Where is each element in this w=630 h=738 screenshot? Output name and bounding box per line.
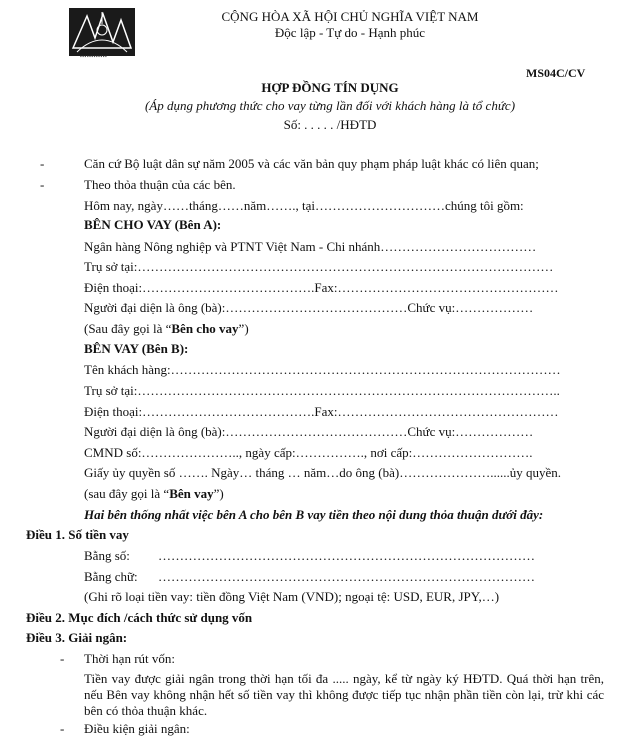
form-code: MS04C/CV (526, 66, 586, 80)
logo-caption: ▪▪▪▪▪▪▪▪▪▪▪▪ (80, 55, 108, 60)
currency-note: (Ghi rõ loại tiền vay: tiền đồng Việt Nam (VND); ngoại tệ: USD, EUR, JPY,…) (84, 589, 500, 604)
lender-address-line: Trụ sở tại:…………………………………………………………………………………… (84, 259, 554, 274)
lender-heading: BÊN CHO VAY (Bên A): (84, 217, 222, 232)
lender-alias-suffix: ”) (238, 321, 249, 336)
agribank-logo-icon (69, 8, 135, 56)
disbursement-conditions-label: Điều kiện giải ngân: (84, 721, 190, 736)
article-2-heading: Điều 2. Mục đích /cách thức sử dụng vốn (26, 610, 253, 625)
bullet-dash: - (60, 651, 65, 666)
bullet-dash: - (60, 721, 65, 736)
amount-number-label: Bằng số: (84, 548, 130, 563)
agreement-intro: Hai bên thống nhất việc bên A cho bên B vay tiền theo nội dung thỏa thuận dưới đây: (84, 507, 544, 522)
borrower-alias-prefix: (sau đây gọi là “ (84, 486, 170, 501)
lender-alias-name: Bên cho vay (171, 321, 239, 336)
national-title: CỘNG HÒA XÃ HỘI CHỦ NGHĨA VIỆT NAM (221, 9, 479, 24)
borrower-heading: BÊN VAY (Bên B): (84, 341, 189, 356)
borrower-alias-line (84, 486, 224, 502)
borrower-alias-name: Bên vay (169, 486, 214, 501)
agreement-basis-line: Theo thỏa thuận của các bên. (84, 177, 236, 192)
article-1-heading: Điều 1. Số tiền vay (26, 527, 129, 542)
bullet-dash: - (40, 177, 45, 192)
amount-number-blank: …………………………………………………………………………… (158, 548, 535, 563)
article-3-heading: Điều 3. Giải ngân: (26, 630, 128, 645)
amount-words-label: Bằng chữ: (84, 569, 138, 584)
withdrawal-period-paragraph: Tiền vay được giải ngân trong thời hạn tối đa ..... ngày, kể từ ngày ký HĐTD. Quá thời hạn trên, nếu Bên vay không nhận hết số tiền vay thì không được tiếp tục nhận phần tiền còn lại, trừ khi các bên có thỏa thuận khác. (84, 671, 604, 718)
page-title: HỢP ĐỒNG TÍN DỤNG (261, 80, 399, 95)
date-place-line: Hôm nay, ngày……tháng……năm……., tại…………………………chúng tôi gồm: (84, 198, 524, 213)
lender-representative-line: Người đại diện là ông (bà):……………………………………Chức vụ:……………… (84, 300, 534, 315)
lender-bank-line: Ngân hàng Nông nghiệp và PTNT Việt Nam - Chi nhánh……………………………… (84, 239, 537, 254)
borrower-name-line: Tên khách hàng:……………………………………………………………………………… (84, 362, 561, 377)
borrower-address-line: Trụ sở tại:…………………………………………………………………………………….. (84, 383, 560, 398)
borrower-authorization-line: Giấy ủy quyền số ……. Ngày… tháng … năm…do ông (bà)…………………......ủy quyền. (84, 465, 561, 480)
lender-alias-line (84, 321, 249, 337)
withdrawal-period-label: Thời hạn rút vốn: (84, 651, 175, 666)
lender-phone-fax-line: Điện thoại:………………………………….Fax:…………………………………………… (84, 280, 559, 295)
amount-words-blank: …………………………………………………………………………… (158, 569, 535, 584)
national-motto: Độc lập - Tự do - Hạnh phúc (274, 25, 426, 40)
borrower-phone-fax-line: Điện thoại:………………………………….Fax:…………………………………………… (84, 404, 559, 419)
legal-basis-line: Căn cứ Bộ luật dân sự năm 2005 và các văn bản quy phạm pháp luật khác có liên quan; (84, 156, 539, 171)
page-subtitle: (Áp dụng phương thức cho vay từng lần đối với khách hàng là tổ chức) (144, 98, 516, 113)
borrower-id-card-line: CMND số:………………….., ngày cấp:……………., nơi cấp:………………………. (84, 445, 533, 460)
contract-number: Số: . . . . . /HĐTD (283, 117, 377, 132)
bullet-dash: - (40, 156, 45, 171)
lender-alias-prefix: (Sau đây gọi là “ (84, 321, 172, 336)
borrower-alias-suffix: ”) (213, 486, 224, 501)
borrower-representative-line: Người đại diện là ông (bà):……………………………………Chức vụ:……………… (84, 424, 534, 439)
